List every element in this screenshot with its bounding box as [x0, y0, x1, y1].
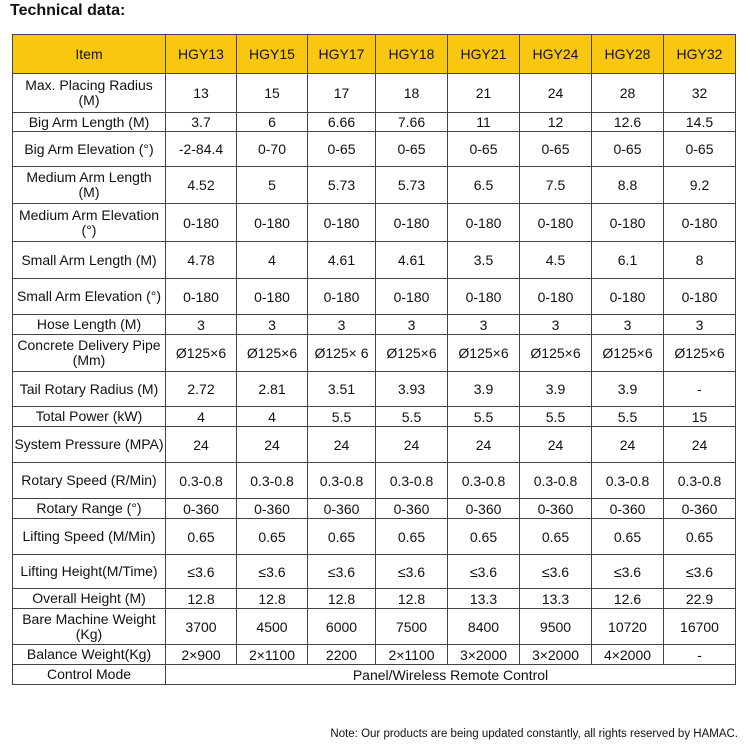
table-cell: 0-180 — [237, 279, 308, 315]
table-row — [13, 204, 736, 242]
table-cell: 0-65 — [308, 132, 376, 167]
table-cell: 4.5 — [520, 242, 592, 279]
table-cell: Ø125× 6 — [308, 335, 376, 372]
table-cell: 4.78 — [166, 242, 237, 279]
table-cell: 4 — [237, 242, 308, 279]
table-cell: - — [664, 372, 736, 407]
table-cell: 3.9 — [448, 372, 520, 407]
table-cell: 0-180 — [448, 279, 520, 315]
table-cell: 12.8 — [308, 589, 376, 609]
table-cell: 0-360 — [237, 499, 308, 519]
header-model: HGY13 — [166, 35, 237, 74]
row-label: Medium Arm Length (M) — [13, 167, 166, 204]
table-cell: 3.51 — [308, 372, 376, 407]
table-cell: 22.9 — [664, 589, 736, 609]
table-row — [13, 242, 736, 279]
table-cell: 4 — [166, 407, 237, 427]
table-cell: 15 — [664, 407, 736, 427]
table-cell: 5.73 — [376, 167, 448, 204]
table-cell: 12.8 — [237, 589, 308, 609]
table-cell: 24 — [664, 427, 736, 463]
table-row — [13, 407, 736, 427]
row-label: Balance Weight(Kg) — [13, 645, 166, 665]
table-cell: ≤3.6 — [592, 555, 664, 589]
control-mode-value: Panel/Wireless Remote Control — [166, 665, 736, 685]
table-cell: 3.93 — [376, 372, 448, 407]
row-label: Tail Rotary Radius (M) — [13, 372, 166, 407]
table-cell: 0-180 — [664, 279, 736, 315]
table-cell: 7.5 — [520, 167, 592, 204]
table-cell: 6.66 — [308, 113, 376, 132]
table-cell: ≤3.6 — [166, 555, 237, 589]
table-cell: 0.65 — [448, 519, 520, 555]
table-cell: Ø125×6 — [520, 335, 592, 372]
table-row — [13, 335, 736, 372]
table-cell: 24 — [166, 427, 237, 463]
table-cell: Ø125×6 — [664, 335, 736, 372]
table-cell: 0-180 — [237, 204, 308, 242]
table-cell: 0.65 — [592, 519, 664, 555]
row-label: System Pressure (MPA) — [13, 427, 166, 463]
table-cell: 0-65 — [592, 132, 664, 167]
table-cell: 3700 — [166, 609, 237, 645]
table-cell: 0.3-0.8 — [237, 463, 308, 499]
table-cell: 0-180 — [308, 204, 376, 242]
table-cell: 24 — [448, 427, 520, 463]
table-row — [13, 463, 736, 499]
table-cell: 11 — [448, 113, 520, 132]
table-cell: 10720 — [592, 609, 664, 645]
table-cell: 0-65 — [376, 132, 448, 167]
table-row — [13, 499, 736, 519]
table-row — [13, 74, 736, 113]
table-cell: 3 — [308, 315, 376, 335]
table-cell: 5 — [237, 167, 308, 204]
table-cell: 0-180 — [520, 204, 592, 242]
table-cell: 13 — [166, 74, 237, 113]
table-cell: 4 — [237, 407, 308, 427]
table-cell: 3 — [448, 315, 520, 335]
header-model: HGY32 — [664, 35, 736, 74]
table-cell: 24 — [592, 427, 664, 463]
table-row — [13, 589, 736, 609]
table-cell: 3.9 — [592, 372, 664, 407]
table-cell: 24 — [520, 74, 592, 113]
header-model: HGY28 — [592, 35, 664, 74]
table-cell: 15 — [237, 74, 308, 113]
table-cell: 4.61 — [308, 242, 376, 279]
row-label: Rotary Speed (R/Min) — [13, 463, 166, 499]
table-cell: 24 — [308, 427, 376, 463]
table-row — [13, 167, 736, 204]
table-cell: 0-65 — [664, 132, 736, 167]
table-cell: 3 — [376, 315, 448, 335]
row-label: Big Arm Elevation (°) — [13, 132, 166, 167]
table-cell: Ø125×6 — [376, 335, 448, 372]
table-cell: 3.9 — [520, 372, 592, 407]
tech-data-table — [12, 34, 736, 685]
row-label: Total Power (kW) — [13, 407, 166, 427]
table-cell: 18 — [376, 74, 448, 113]
row-label: Lifting Speed (M/Min) — [13, 519, 166, 555]
table-cell: 24 — [237, 427, 308, 463]
table-row — [13, 315, 736, 335]
table-cell: 17 — [308, 74, 376, 113]
table-cell: 3 — [237, 315, 308, 335]
table-cell: 0-360 — [520, 499, 592, 519]
table-cell: 7500 — [376, 609, 448, 645]
table-row — [13, 427, 736, 463]
table-cell: 0-360 — [448, 499, 520, 519]
table-cell: 0-180 — [376, 204, 448, 242]
footer-note: Note: Our products are being updated constantly, all rights reserved by HAMAC. — [330, 728, 738, 740]
table-cell: 2.81 — [237, 372, 308, 407]
table-cell: 7.66 — [376, 113, 448, 132]
header-model: HGY17 — [308, 35, 376, 74]
table-cell: - — [664, 645, 736, 665]
table-cell: 0.3-0.8 — [664, 463, 736, 499]
row-label: Small Arm Elevation (°) — [13, 279, 166, 315]
table-cell: 0.3-0.8 — [520, 463, 592, 499]
table-cell: 0-360 — [664, 499, 736, 519]
table-cell: -2-84.4 — [166, 132, 237, 167]
table-cell: 0-180 — [592, 279, 664, 315]
table-cell: 0-65 — [448, 132, 520, 167]
table-cell: 0-180 — [592, 204, 664, 242]
table-row-control-mode — [13, 665, 736, 685]
table-cell: 21 — [448, 74, 520, 113]
table-row — [13, 132, 736, 167]
page-title: Technical data: — [10, 2, 126, 19]
table-cell: Ø125×6 — [592, 335, 664, 372]
table-cell: 0-180 — [376, 279, 448, 315]
table-cell: 16700 — [664, 609, 736, 645]
table-cell: 6 — [237, 113, 308, 132]
table-cell: ≤3.6 — [237, 555, 308, 589]
header-model: HGY24 — [520, 35, 592, 74]
table-cell: 3.5 — [448, 242, 520, 279]
row-label: Max. Placing Radius (M) — [13, 74, 166, 113]
table-cell: 2200 — [308, 645, 376, 665]
table-cell: ≤3.6 — [520, 555, 592, 589]
table-cell: 0.65 — [308, 519, 376, 555]
table-cell: 0-180 — [308, 279, 376, 315]
row-label: Small Arm Length (M) — [13, 242, 166, 279]
table-cell: 0.3-0.8 — [308, 463, 376, 499]
table-cell: 0.3-0.8 — [592, 463, 664, 499]
table-cell: 32 — [664, 74, 736, 113]
table-cell: 6.1 — [592, 242, 664, 279]
row-label: Medium Arm Elevation (°) — [13, 204, 166, 242]
header-model: HGY15 — [237, 35, 308, 74]
table-cell: 12.6 — [592, 113, 664, 132]
row-label: Bare Machine Weight (Kg) — [13, 609, 166, 645]
table-cell: 3.7 — [166, 113, 237, 132]
table-cell: 2×900 — [166, 645, 237, 665]
table-cell: 4500 — [237, 609, 308, 645]
table-cell: 5.5 — [376, 407, 448, 427]
row-label: Hose Length (M) — [13, 315, 166, 335]
table-cell: 9500 — [520, 609, 592, 645]
table-row — [13, 372, 736, 407]
table-row — [13, 113, 736, 132]
table-cell: 0-180 — [166, 279, 237, 315]
table-cell: 24 — [376, 427, 448, 463]
table-cell: 4×2000 — [592, 645, 664, 665]
table-cell: 0.65 — [166, 519, 237, 555]
table-cell: ≤3.6 — [308, 555, 376, 589]
table-cell: 3 — [664, 315, 736, 335]
table-cell: 0.65 — [237, 519, 308, 555]
row-label: Lifting Height(M/Time) — [13, 555, 166, 589]
table-cell: 0-70 — [237, 132, 308, 167]
table-cell: 4.61 — [376, 242, 448, 279]
header-item: Item — [13, 35, 166, 74]
row-label: Control Mode — [13, 665, 166, 685]
table-cell: 28 — [592, 74, 664, 113]
table-cell: 8400 — [448, 609, 520, 645]
table-cell: 0-360 — [592, 499, 664, 519]
table-cell: 0-360 — [166, 499, 237, 519]
table-cell: 0.3-0.8 — [166, 463, 237, 499]
table-cell: ≤3.6 — [376, 555, 448, 589]
table-cell: 0-180 — [166, 204, 237, 242]
table-cell: 14.5 — [664, 113, 736, 132]
table-cell: 5.5 — [520, 407, 592, 427]
table-cell: 12.8 — [376, 589, 448, 609]
table-row — [13, 555, 736, 589]
row-label: Overall Height (M) — [13, 589, 166, 609]
table-cell: 0-360 — [376, 499, 448, 519]
table-cell: 8.8 — [592, 167, 664, 204]
table-cell: 0-360 — [308, 499, 376, 519]
table-cell: 6000 — [308, 609, 376, 645]
table-cell: 0-180 — [448, 204, 520, 242]
header-model: HGY18 — [376, 35, 448, 74]
table-cell: ≤3.6 — [448, 555, 520, 589]
table-cell: 24 — [520, 427, 592, 463]
table-cell: 2×1100 — [237, 645, 308, 665]
table-cell: 0-180 — [664, 204, 736, 242]
table-row — [13, 645, 736, 665]
table-cell: 3 — [166, 315, 237, 335]
table-cell: 2×1100 — [376, 645, 448, 665]
table-cell: Ø125×6 — [448, 335, 520, 372]
table-cell: 5.73 — [308, 167, 376, 204]
table-cell: 13.3 — [520, 589, 592, 609]
table-cell: 5.5 — [592, 407, 664, 427]
table-cell: 9.2 — [664, 167, 736, 204]
row-label: Concrete Delivery Pipe (Mm) — [13, 335, 166, 372]
table-cell: 13.3 — [448, 589, 520, 609]
table-cell: 0.65 — [520, 519, 592, 555]
table-cell: 5.5 — [308, 407, 376, 427]
table-cell: 0-65 — [520, 132, 592, 167]
table-cell: 12.8 — [166, 589, 237, 609]
table-cell: 12 — [520, 113, 592, 132]
table-cell: 0.65 — [376, 519, 448, 555]
table-row — [13, 609, 736, 645]
table-row — [13, 279, 736, 315]
table-row — [13, 519, 736, 555]
header-model: HGY21 — [448, 35, 520, 74]
table-cell: 0.65 — [664, 519, 736, 555]
table-cell: 8 — [664, 242, 736, 279]
table-cell: 12.6 — [592, 589, 664, 609]
table-cell: 5.5 — [448, 407, 520, 427]
table-cell: 0.3-0.8 — [376, 463, 448, 499]
table-cell: 3×2000 — [448, 645, 520, 665]
row-label: Big Arm Length (M) — [13, 113, 166, 132]
table-cell: ≤3.6 — [664, 555, 736, 589]
table-cell: 3 — [520, 315, 592, 335]
table-cell: Ø125×6 — [237, 335, 308, 372]
table-cell: 2.72 — [166, 372, 237, 407]
table-cell: 0.3-0.8 — [448, 463, 520, 499]
table-cell: 3 — [592, 315, 664, 335]
header-row — [13, 35, 736, 74]
table-cell: Ø125×6 — [166, 335, 237, 372]
table-cell: 0-180 — [520, 279, 592, 315]
table-cell: 3×2000 — [520, 645, 592, 665]
table-cell: 4.52 — [166, 167, 237, 204]
row-label: Rotary Range (°) — [13, 499, 166, 519]
table-cell: 6.5 — [448, 167, 520, 204]
